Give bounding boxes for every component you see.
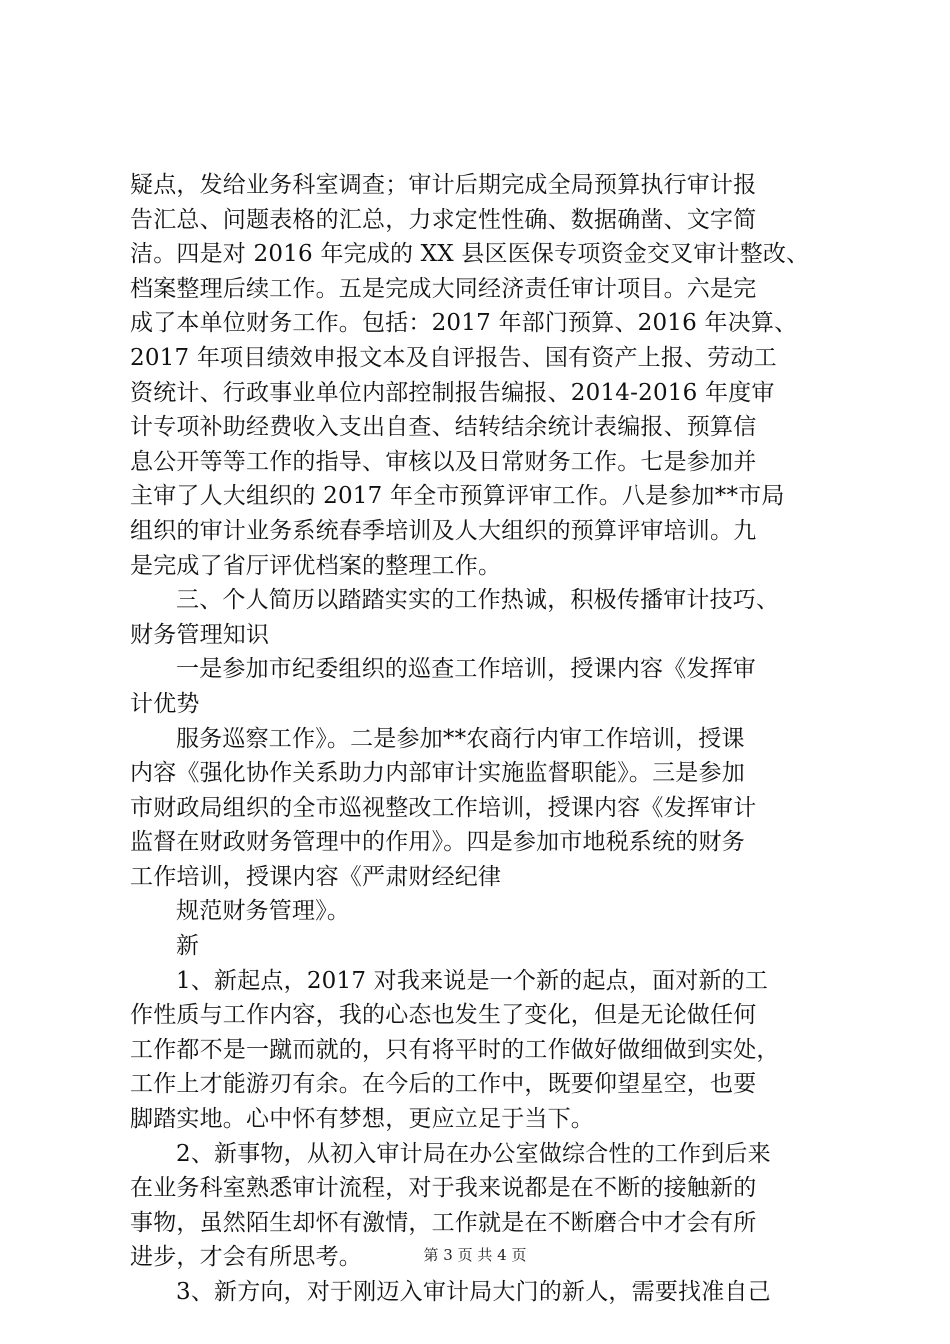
text-line: 1、新起点，2017 对我来说是一个新的起点，面对新的工 [176,967,769,994]
text-line: 息公开等等工作的指导、审核以及日常财务工作。七是参加并 [130,448,757,475]
text-line: 2、新事物，从初入审计局在办公室做综合性的工作到后来 [176,1140,771,1167]
text-line: 财务管理知识 [130,621,270,648]
text-line: 工作都不是一蹴而就的，只有将平时的工作做好做细做到实处， [130,1036,780,1063]
body-text [130,168,835,1310]
text-line: 市财政局组织的全市巡视整改工作培训，授课内容《发挥审计 [130,794,757,821]
text-line: 在业务科室熟悉审计流程，对于我来说都是在不断的接触新的 [130,1175,757,1202]
text-line: 工作上才能游刃有余。在今后的工作中，既要仰望星空，也要 [130,1071,757,1098]
text-line: 事物，虽然陌生却怀有激情，工作就是在不断磨合中才会有所 [130,1209,757,1236]
text-line: 内容《强化协作关系助力内部审计实施监督职能》。三是参加 [130,760,745,787]
text-line: 洁。四是对 2016 年完成的 XX 县区医保专项资金交叉审计整改、 [130,241,810,268]
text-line: 新 [176,933,200,960]
text-line: 工作培训，授课内容《严肃财经纪律 [130,863,502,890]
text-line: 进步，才会有所思考。 [130,1244,362,1271]
text-line: 计优势 [130,690,200,717]
text-line: 监督在财政财务管理中的作用》。四是参加市地税系统的财务 [130,829,745,856]
text-line: 服务巡察工作》。二是参加**农商行内审工作培训，授课 [176,725,745,752]
text-line: 2017 年项目绩效申报文本及自评报告、国有资产上报、劳动工 [130,344,777,371]
text-line: 疑点，发给业务科室调查；审计后期完成全局预算执行审计报 [130,172,757,198]
text-line: 3、新方向，对于刚迈入审计局大门的新人，需要找准自己 [176,1279,771,1305]
text-line: 告汇总、问题表格的汇总，力求定性性确、数据确凿、文字简 [130,206,757,233]
text-line: 档案整理后续工作。五是完成大同经济责任审计项目。六是完 [130,275,757,302]
text-line: 主审了人大组织的 2017 年全市预算评审工作。八是参加**市局 [130,483,785,510]
text-line: 资统计、行政事业单位内部控制报告编报、2014-2016 年度审 [130,379,775,406]
text-line: 作性质与工作内容，我的心态也发生了变化，但是无论做任何 [130,1002,757,1029]
text-line: 是完成了省厅评优档案的整理工作。 [130,552,502,579]
text-line: 三、个人简历以踏踏实实的工作热诚，积极传播审计技巧、 [176,587,780,614]
text-line: 计专项补助经费收入支出自查、结转结余统计表编报、预算信 [130,414,757,441]
text-line: 组织的审计业务系统春季培训及人大组织的预算评审培训。九 [130,517,757,544]
text-line: 成了本单位财务工作。包括：2017 年部门预算、2016 年决算、 [130,310,798,337]
text-line: 一是参加市纪委组织的巡查工作培训，授课内容《发挥审 [176,656,756,683]
text-line: 规范财务管理》。 [176,898,351,925]
page-footer: 第 3 页 共 4 页 [423,1246,527,1264]
text-line: 脚踏实地。心中怀有梦想，更应立足于当下。 [130,1106,594,1133]
